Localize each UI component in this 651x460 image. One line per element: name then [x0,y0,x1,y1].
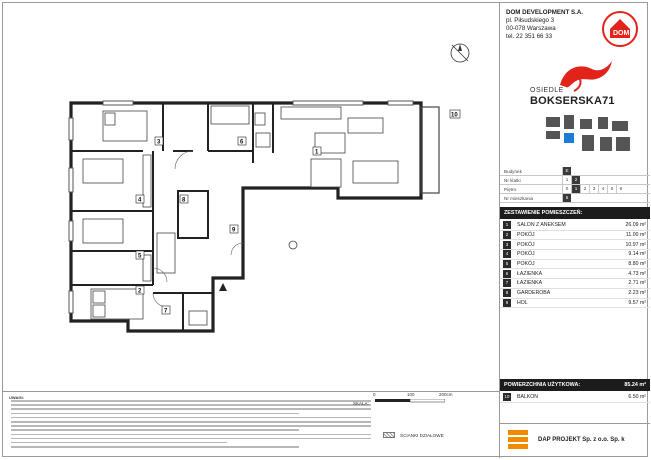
info-label: Budynek [504,168,522,174]
room-row [500,279,650,289]
developer-phone: tel. 22 351 66 33 [506,33,553,40]
room-name: ŁAZIENKA [517,270,543,277]
info-cell: 1 [571,185,580,193]
info-panel [499,3,649,458]
info-cell: E [562,167,571,175]
estate-name: BOKSERSKA [530,95,603,107]
design-firm [500,423,650,458]
room-area: 9.14 m² [628,251,646,258]
room-name: BALKON [517,394,539,401]
notes-section [3,391,499,458]
room-name: POKÓJ [517,232,535,239]
north-arrow-icon [448,41,472,65]
info-row-floor [500,185,650,194]
room-row [500,260,650,270]
info-label: Nr mieszkania [504,195,534,201]
scale-tick-200: 200cm [439,392,453,397]
design-firm-name: DAP PROJEKT Sp. z o.o. Sp. k [538,437,625,443]
apartment-info-table [500,167,650,203]
plan-label-8: 8 [182,197,186,204]
legend-partition-walls [383,432,444,438]
developer-name: DOM DEVELOPMENT S.A. [506,9,584,16]
room-row [500,299,650,309]
info-label: Nr klatki [504,177,521,183]
room-number: 4 [503,250,511,258]
info-cell: 2 [571,176,580,184]
room-number: 7 [503,279,511,287]
floor-plan-sheet [2,2,648,457]
plan-label-9: 9 [232,227,236,234]
estate-title [530,95,615,107]
info-label: Piętro [504,186,517,192]
developer-city: 00-078 Warszawa [506,25,556,32]
developer-info [506,9,583,41]
dom-logo-text: DOM [613,30,630,37]
scale-label: SKALA: [353,401,369,406]
dap-logo-icon [506,428,530,452]
info-row-apartment [500,194,650,203]
info-cell: 6 [616,185,625,193]
room-row [500,250,650,260]
room-name: POKÓJ [517,251,535,258]
balcony-row [500,393,650,403]
room-row [500,289,650,299]
info-cell: 5 [607,185,616,193]
hatch-swatch [383,432,395,438]
room-number: 2 [503,231,511,239]
room-number: 9 [503,299,511,307]
room-name: POKÓJ [517,261,535,268]
developer-street: pl. Piłsudskiego 3 [506,17,555,24]
rooms-header: ZESTAWIENIE POMIESZCZEŃ: [500,207,650,219]
scale-bar-graphic [375,399,445,403]
rooms-list [500,221,650,308]
scale-tick-100: 100 [407,392,415,397]
total-area-value: 85.24 m² [624,382,646,388]
room-number: 6 [503,270,511,278]
info-cell: 3 [589,185,598,193]
room-number: 1 [503,221,511,229]
room-row [500,240,650,250]
plan-label-10: 10 [451,112,458,119]
plan-label-3: 3 [157,139,161,146]
info-cell: 4 [598,185,607,193]
legend-walls-label: ŚCIANKI DZIAŁOWE [400,432,444,438]
room-name: GARDEROBA [517,290,551,297]
plan-label-2: 2 [138,288,142,295]
plan-label-6: 6 [240,139,244,146]
estate-number: 71 [602,95,615,107]
floor-plan [43,93,493,378]
room-name: ŁAZIENKA [517,280,543,287]
info-cell: 5 [562,194,571,202]
floor-plan-drawing [43,93,493,378]
room-number: 5 [503,260,511,268]
room-name: SALON Z ANEKSEM [517,222,566,229]
room-area: 10.97 m² [625,241,646,248]
room-row [500,231,650,241]
dom-logo-icon [600,9,640,49]
estate-line1: OSIEDLE [530,87,564,94]
room-number: 8 [503,289,511,297]
room-number: 10 [504,394,510,400]
notes-text-block [11,400,371,450]
info-row-staircase [500,176,650,185]
total-area-label: POWIERZCHNIA UŻYTKOWA: [504,382,581,388]
room-row [500,269,650,279]
building-keyplan [542,111,638,157]
room-area: 6.50 m² [628,394,646,401]
info-cell: 0 [562,185,571,193]
plan-label-1: 1 [315,149,319,156]
scale-tick-0: 0 [373,392,376,397]
notes-title: UWAGI: [9,395,24,400]
info-cell: 2 [580,185,589,193]
room-area: 8.80 m² [628,261,646,268]
room-area: 26.09 m² [625,222,646,229]
room-row [500,393,650,403]
room-area: 9.57 m² [628,299,646,306]
info-cell: 1 [562,176,571,184]
room-area: 4.73 m² [628,270,646,277]
room-name: HOL [517,299,528,306]
info-row-building [500,167,650,176]
plan-label-7: 7 [164,308,168,315]
room-area: 11.00 m² [625,232,646,239]
room-number: 3 [503,241,511,249]
room-row [500,221,650,231]
room-area: 2.23 m² [628,290,646,297]
room-name: POKÓJ [517,241,535,248]
total-area-bar [500,379,650,391]
plan-label-4: 4 [138,197,142,204]
room-area: 2.71 m² [628,280,646,287]
plan-label-5: 5 [138,253,142,260]
